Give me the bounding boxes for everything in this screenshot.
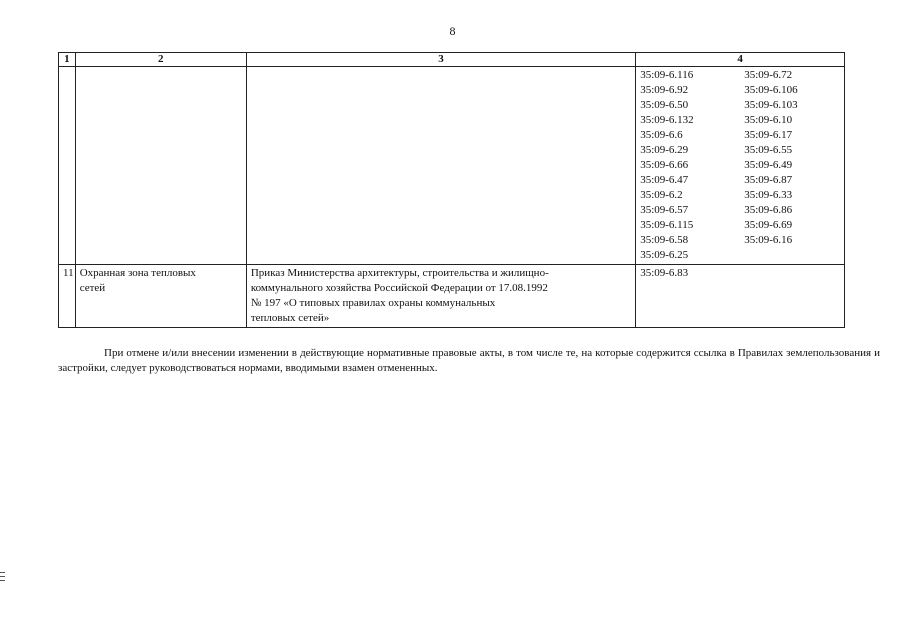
cadastral-number: 35:09-6.132 bbox=[640, 114, 694, 126]
cadastral-number: 35:09-6.2 bbox=[640, 189, 683, 201]
header-col-1: 1 bbox=[59, 53, 76, 67]
cadastral-number: 35:09-6.116 bbox=[640, 69, 694, 81]
margin-mark bbox=[0, 572, 5, 573]
cadastral-number: 35:09-6.6 bbox=[640, 129, 683, 141]
cadastral-cell bbox=[636, 67, 845, 265]
cadastral-number: 35:09-6.57 bbox=[640, 204, 689, 216]
zone-cell: Охранная зона тепловых сетей bbox=[75, 265, 246, 328]
header-col-3: 3 bbox=[246, 53, 635, 67]
cadastral-number: 35:09-6.47 bbox=[640, 174, 689, 186]
cadastral-number: 35:09-6.33 bbox=[744, 189, 793, 201]
cadastral-number: 35:09-6.17 bbox=[744, 129, 793, 141]
cadastral-number: 35:09-6.72 bbox=[744, 69, 793, 81]
cadastral-cell: 35:09-6.83 bbox=[636, 265, 845, 328]
cadastral-number: 35:09-6.66 bbox=[640, 159, 689, 171]
zones-table bbox=[58, 52, 845, 328]
cadastral-number: 35:09-6.92 bbox=[640, 84, 689, 96]
table-row bbox=[59, 265, 845, 328]
margin-mark bbox=[0, 580, 5, 581]
cadastral-number: 35:09-6.10 bbox=[744, 114, 793, 126]
cadastral-number: 35:09-6.69 bbox=[744, 219, 793, 231]
cadastral-number: 35:09-6.29 bbox=[640, 144, 689, 156]
note-paragraph: При отмене и/или внесении изменении в действующие нормативные правовые акты, в том числе те, на которые содержится ссылка в Правилах землепользования и застройки, следует руководствоваться нормами, вводимыми взамен отмененных. bbox=[58, 347, 880, 374]
document-cell: Приказ Министерства архитектуры, строительства и жилищно- коммунального хозяйства Российской Федерации от 17.08.1992 № 197 «О типовых правилах охраны коммунальных тепловых сетей» bbox=[246, 265, 635, 328]
row-number-cell: 11 bbox=[59, 265, 76, 328]
cadastral-number: 35:09-6.103 bbox=[744, 99, 798, 111]
cadastral-number: 35:09-6.106 bbox=[744, 84, 798, 96]
cadastral-number: 35:09-6.55 bbox=[744, 144, 793, 156]
cadastral-number: 35:09-6.16 bbox=[744, 234, 793, 246]
header-col-2: 2 bbox=[75, 53, 246, 67]
cadastral-number: 35:09-6.87 bbox=[744, 174, 793, 186]
table-header-row bbox=[59, 53, 845, 67]
cadastral-number: 35:09-6.25 bbox=[640, 249, 689, 261]
cadastral-number: 35:09-6.49 bbox=[744, 159, 793, 171]
cadastral-number: 35:09-6.58 bbox=[640, 234, 689, 246]
page-number: 8 bbox=[449, 24, 456, 38]
table-row bbox=[59, 67, 845, 265]
margin-mark bbox=[0, 576, 5, 577]
document-cell bbox=[246, 67, 635, 265]
cadastral-list bbox=[640, 68, 840, 263]
cadastral-number: 35:09-6.50 bbox=[640, 99, 689, 111]
row-number-cell bbox=[59, 67, 76, 265]
header-col-4: 4 bbox=[636, 53, 845, 67]
cadastral-number: 35:09-6.86 bbox=[744, 204, 793, 216]
cadastral-number: 35:09-6.115 bbox=[640, 219, 694, 231]
margin-marks bbox=[0, 572, 6, 584]
cadastral-number bbox=[744, 248, 840, 263]
zone-cell bbox=[75, 67, 246, 265]
